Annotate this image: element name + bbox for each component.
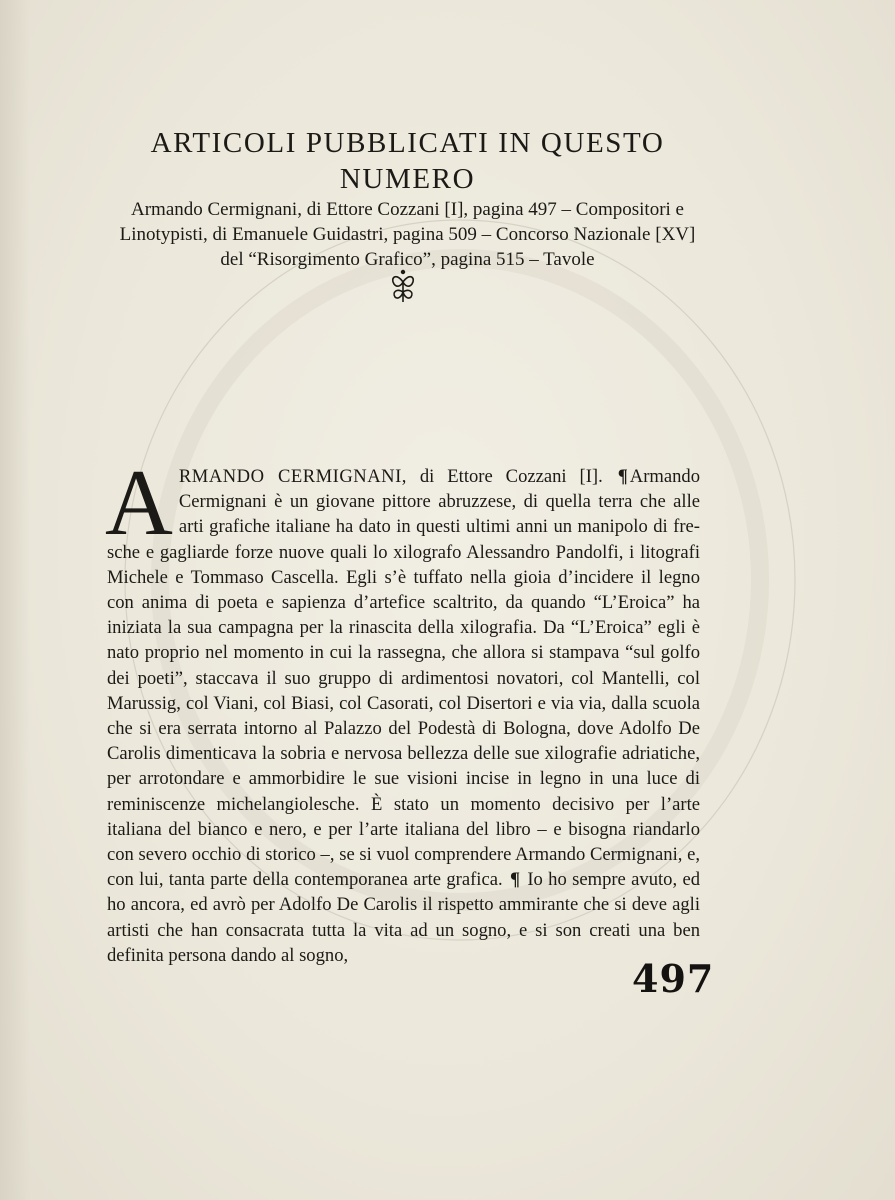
- summary-body: Armando Cermignani, di Ettore Cozzani [I], pagina 497 – Compositori e Linotypisti, di Emanuele Guidastri, pagina 509 – Concorso Nazionale [XV] del “Risorgimento Grafico”, pagina 515 – Tavole: [119, 199, 696, 270]
- pilcrow-icon: ¶: [509, 869, 521, 891]
- summary-title: ARTICOLI PUBBLICATI IN QUESTO NUMERO: [150, 127, 665, 195]
- article-paragraph: Io ho sempre avuto, ed ho ancora, ed avrò per Adolfo De Carolis il rispetto ammirante che si deve agli artisti che han consacrata tutta la vita ad un sogno, e si son creati una ben definita persona dando al sogno,: [107, 869, 700, 966]
- contents-summary: [100, 125, 715, 272]
- page-number: 497: [632, 956, 715, 1001]
- article-byline: di Ettore Cozzani [I].: [406, 466, 616, 487]
- pilcrow-icon: ¶: [617, 466, 628, 487]
- article-paragraph: Armando Cermignani è un giovane pittore abruzzese, di quella terra che alle arti grafiche italiane ha dato in questi ultimi anni un manipolo di fresche e gagliarde forze nuove quali lo xilografo Alessandro Pandolfi, i litografi Michele e Tommaso Cascella. Egli s’è tuffato nella gioia d’incidere il legno con anima di poeta e sapienza d’artefice scaltrito, da quando “L’Eroica” ha iniziata la sua campagna per la rinascita della xilografia. Da “L’Eroica” egli è nato proprio nel momento in cui la rassegna, che allora si stampava “sul golfo dei poeti”, staccava il suo gruppo di ardimentosi novatori, col Mantelli, col Marussig, col Viani, col Biasi, col Casorati, col Disertori e via via, dalla scuola che si era serrata intorno al Palazzo del Podestà di Bologna, dove Adolfo De Carolis dimenticava la sobria e nervosa bellezza delle sue xilografie adriatiche, per arrotondare e ammorbidire le sue visioni incise in legno in una luce di reminiscenze michelangiolesche. È stato un momento decisivo per l’arte italiana del bianco e nero, e per l’arte italiana del libro – e bisogna riandarlo con severo occhio di storico –, se si vuol comprendere Armando Cermignani, e, con lui, tanta parte della contemporanea arte grafica.: [107, 466, 701, 891]
- drop-cap: A: [105, 451, 173, 555]
- leaf-fleuron-icon: [386, 268, 420, 304]
- article-title: RMANDO CERMIGNANI,: [178, 466, 407, 487]
- article-body: [105, 451, 701, 968]
- page-gutter-shadow: [0, 0, 30, 1200]
